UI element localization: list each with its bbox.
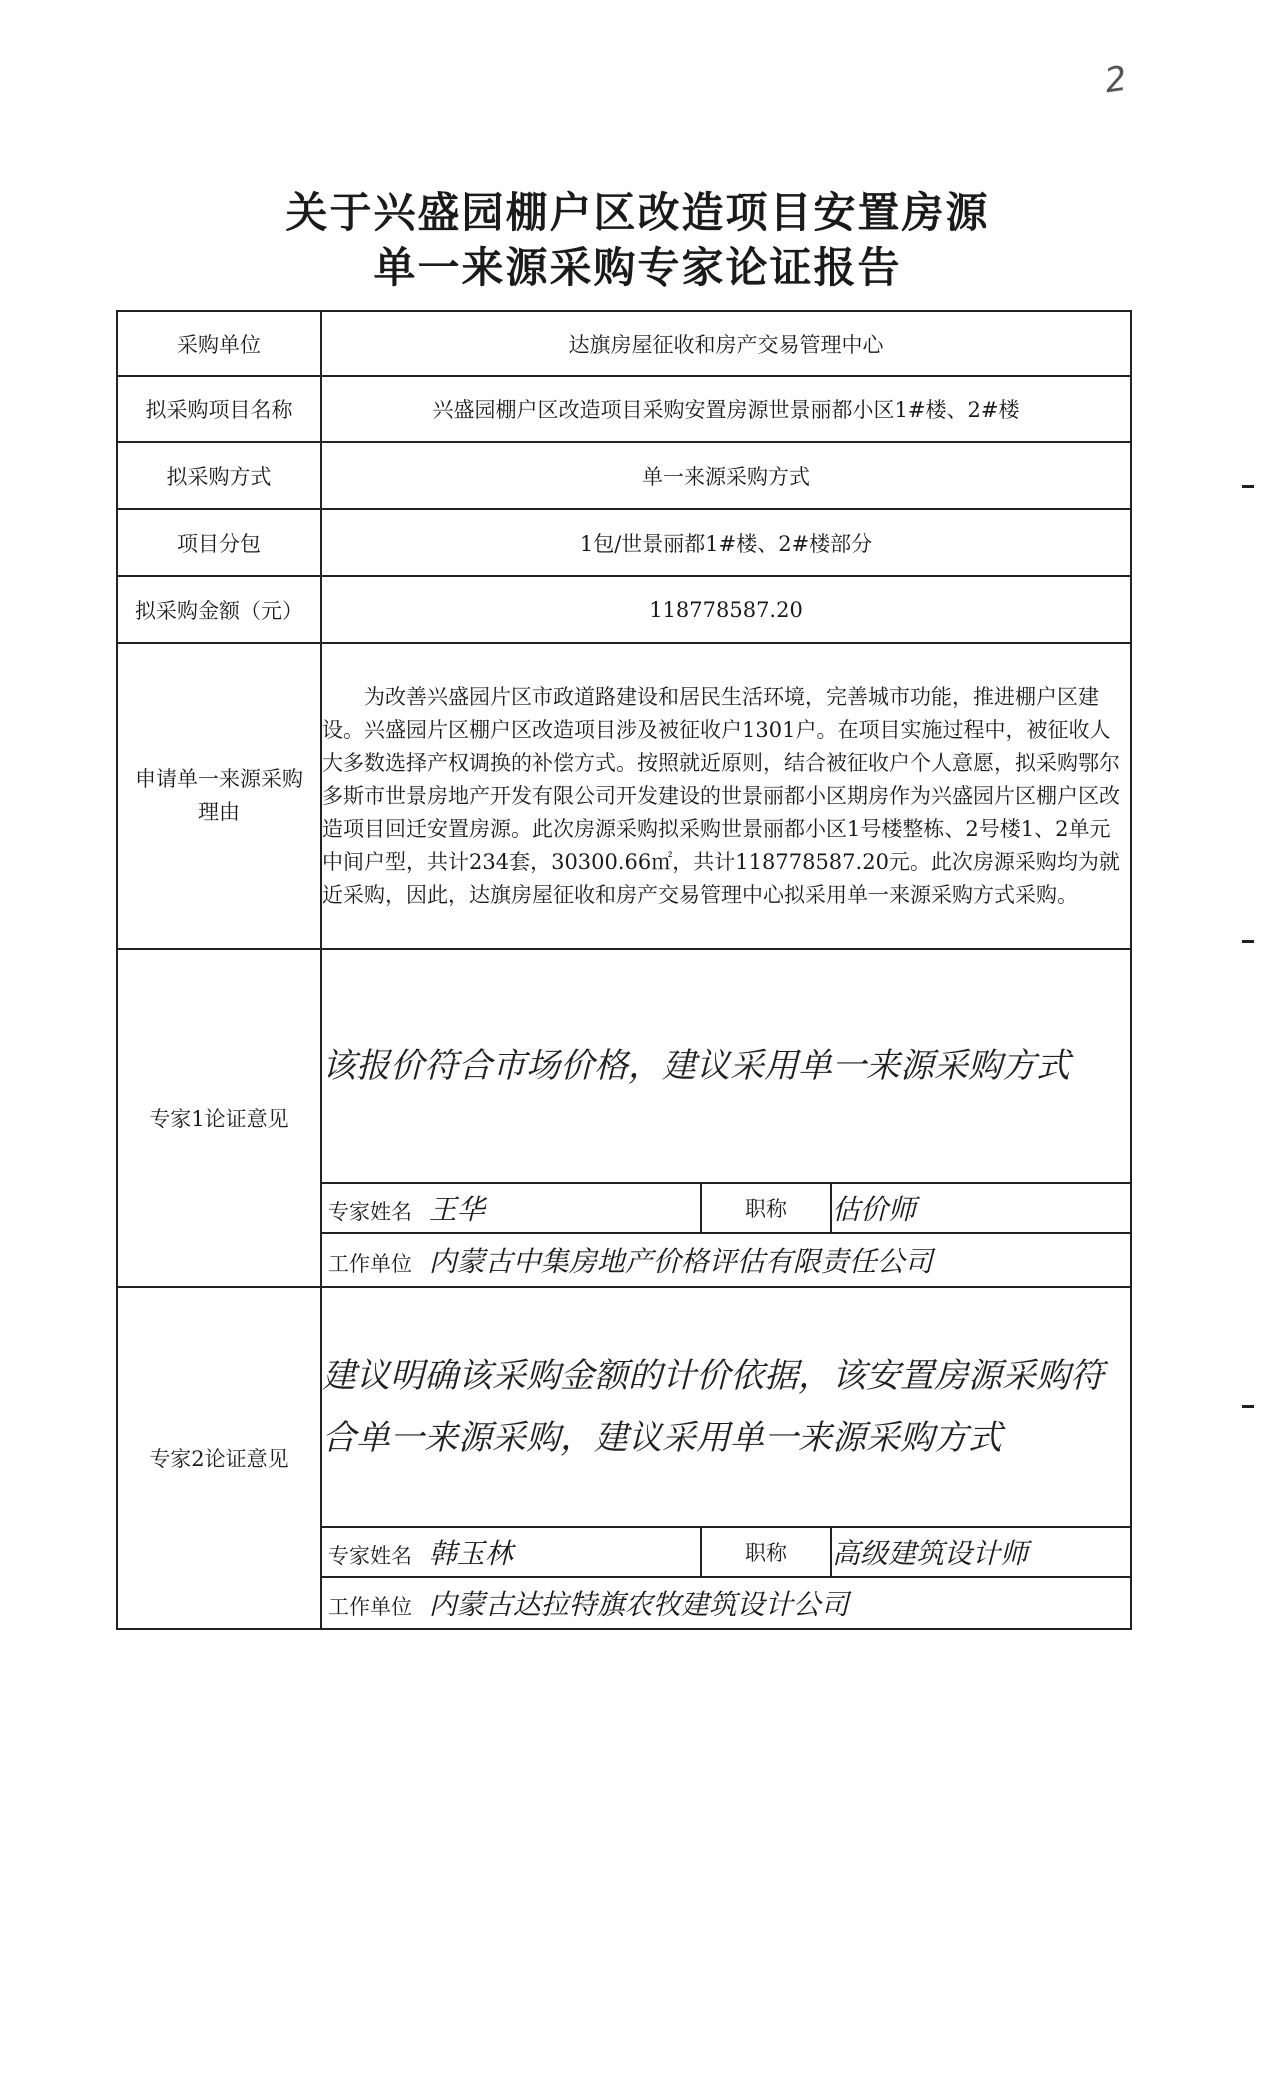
row-expert1-opinion bbox=[117, 949, 1131, 1183]
package-label: 项目分包 bbox=[117, 509, 321, 576]
argument-report-form bbox=[116, 310, 1132, 1630]
reason-paragraph: 为改善兴盛园片区市政道路建设和居民生活环境，完善城市功能，推进棚户区建设。兴盛园片区棚户区改造项目涉及被征收户1301户。在项目实施过程中，被征收人大多数选择产权调换的补偿方式。按照就近原则，结合被征收户个人意愿，拟采购鄂尔多斯市世景房地产开发有限公司开发建设的世景丽都小区期房作为兴盛园片区棚户区改造项目回迁安置房源。此次房源采购拟采购世景丽都小区1号楼整栋、2号楼1、2单元中间户型，共计234套，30300.66㎡，共计118778587.20元。此次房源采购均为就近采购，因此，达旗房屋征收和房产交易管理中心拟采用单一来源采购方式采购。 bbox=[322, 684, 1120, 907]
expert2-unit-cell bbox=[321, 1577, 1131, 1629]
expert1-name-label: 专家姓名 bbox=[328, 1200, 412, 1224]
expert1-title-label: 职称 bbox=[701, 1183, 831, 1233]
row-project-name bbox=[117, 376, 1131, 442]
expert2-name-cell bbox=[321, 1527, 701, 1577]
expert1-unit-label: 工作单位 bbox=[328, 1252, 412, 1276]
expert1-unit: 内蒙古中集房地产价格评估有限责任公司 bbox=[428, 1245, 933, 1278]
amount-label: 拟采购金额（元） bbox=[117, 576, 321, 643]
expert2-title: 高级建筑设计师 bbox=[831, 1527, 1131, 1577]
method-value: 单一来源采购方式 bbox=[321, 442, 1131, 509]
reason-text bbox=[321, 643, 1131, 949]
project-name-label: 拟采购项目名称 bbox=[117, 376, 321, 442]
expert1-name-cell bbox=[321, 1183, 701, 1233]
page-number: 2 bbox=[1102, 58, 1130, 102]
expert1-label: 专家1论证意见 bbox=[117, 949, 321, 1287]
expert1-unit-cell bbox=[321, 1233, 1131, 1287]
package-value: 1包/世景丽都1#楼、2#楼部分 bbox=[321, 509, 1131, 576]
document-title-line-2: 单一来源采购专家论证报告 bbox=[373, 243, 902, 292]
expert2-name-label: 专家姓名 bbox=[328, 1544, 412, 1568]
expert2-unit-label: 工作单位 bbox=[328, 1595, 412, 1619]
row-expert2-opinion bbox=[117, 1287, 1131, 1527]
expert2-label: 专家2论证意见 bbox=[117, 1287, 321, 1629]
purchaser-value: 达旗房屋征收和房产交易管理中心 bbox=[321, 311, 1131, 376]
document-title-line-1: 关于兴盛园棚户区改造项目安置房源 bbox=[285, 188, 990, 237]
project-name-value: 兴盛园棚户区改造项目采购安置房源世景丽都小区1#楼、2#楼 bbox=[321, 376, 1131, 442]
margin-mark bbox=[1242, 940, 1254, 943]
expert2-opinion: 建议明确该采购金额的计价依据，该安置房源采购符合单一来源采购，建议采用单一来源采购方式 bbox=[321, 1287, 1131, 1527]
expert1-title: 估价师 bbox=[831, 1183, 1131, 1233]
row-purchaser bbox=[117, 311, 1131, 376]
expert2-unit: 内蒙古达拉特旗农牧建筑设计公司 bbox=[428, 1588, 849, 1621]
reason-label: 申请单一来源采购理由 bbox=[117, 643, 321, 949]
row-reason bbox=[117, 643, 1131, 949]
row-method bbox=[117, 442, 1131, 509]
expert2-title-label: 职称 bbox=[701, 1527, 831, 1577]
row-package bbox=[117, 509, 1131, 576]
expert2-name: 韩玉林 bbox=[428, 1537, 513, 1570]
purchaser-label: 采购单位 bbox=[117, 311, 321, 376]
method-label: 拟采购方式 bbox=[117, 442, 321, 509]
amount-value: 118778587.20 bbox=[321, 576, 1131, 643]
expert1-name: 王华 bbox=[428, 1193, 485, 1226]
margin-mark bbox=[1242, 1405, 1254, 1408]
row-amount bbox=[117, 576, 1131, 643]
margin-mark bbox=[1242, 485, 1254, 488]
expert1-opinion: 该报价符合市场价格，建议采用单一来源采购方式 bbox=[321, 949, 1131, 1183]
